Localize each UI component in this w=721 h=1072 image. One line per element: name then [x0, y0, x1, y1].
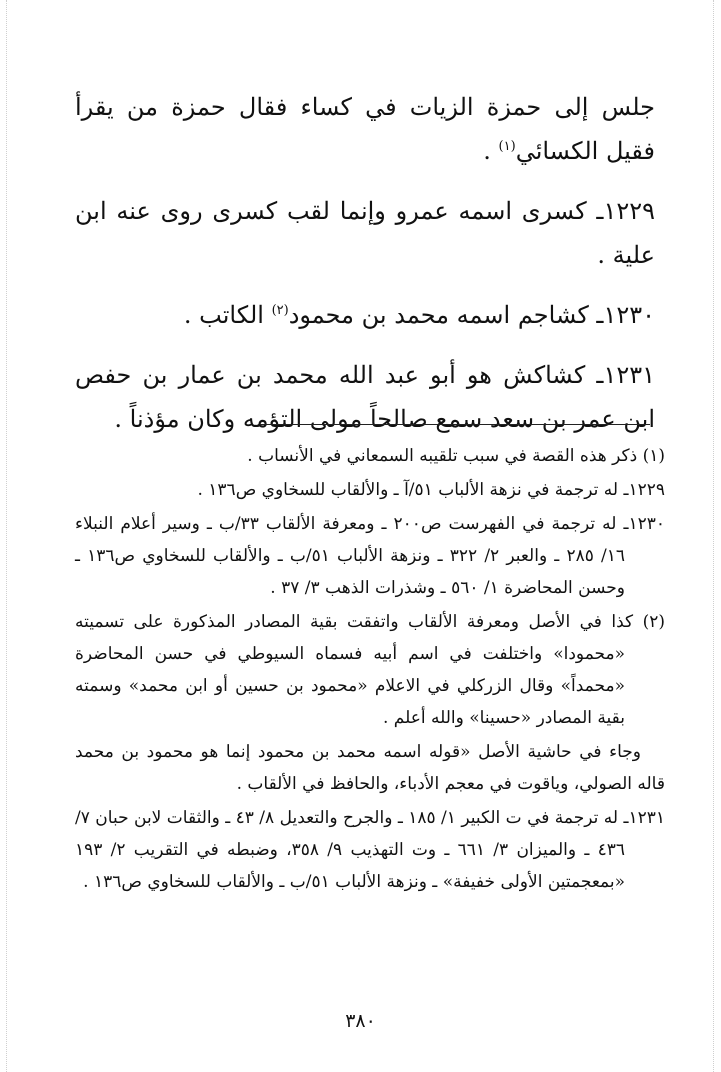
footnote-1: (١) ذكر هذه القصة في سبب تلقيبه السمعاني في الأنساب . — [247, 446, 665, 466]
entry-1230 — [75, 293, 655, 337]
footnote-2: (٢) كذا في الأصل ومعرفة الألقاب واتفقت بقية المصادر المذكورة على تسميته «محمودا» واختلفت في اسم أبيه فسماه السيوطي في حسن المحاضرة «محمداً» وقال الزركلي في الاعلام «محمود بن حسين أو ابن محمد» وسمته بقية المصادر «حسينا» والله أعلم . — [75, 612, 665, 728]
entry-text: جلس إلى حمزة الزيات في كساء فقال حمزة من يقرأ فقيل الكسائي — [75, 93, 656, 165]
main-text — [75, 85, 655, 457]
scan-edge-right — [713, 0, 715, 1072]
entry-text-tail: . — [483, 137, 499, 165]
footnote-2-continuation: وجاء في حاشية الأصل «قوله اسمه محمد بن محمود إنما هو محمود بن محمد قاله الصولي، وياقوت في معجم الأدباء، والحافظ في الألقاب . — [75, 742, 665, 794]
entry-1229 — [75, 189, 655, 277]
footnote-marker: (٢) — [271, 303, 289, 318]
footnote-1231: ١٢٣١ـ له ترجمة في ت الكبير ١/ ١٨٥ ـ والجرح والتعديل ٨/ ٤٣ ـ والثقات لابن حبان ٧/ ٤٣٦ ـ والميزان ٣/ ٦٦١ ـ وت التهذيب ٩/ ٣٥٨، وضبطه في التقريب ٢/ ١٩٣ «بمعجمتين الأولى خفيفة» ـ ونزهة الألباب ٥١/ب ـ والألقاب للسخاوي ص١٣٦ . — [75, 808, 665, 892]
footnote-separator — [260, 424, 650, 425]
entry-text: ١٢٢٩ـ كسرى اسمه عمرو وإنما لقب كسرى روى عنه ابن علية . — [75, 197, 655, 269]
footnote-marker: (١) — [498, 139, 516, 154]
entry-continuation — [75, 85, 655, 173]
page-number: ٣٨٠ — [345, 1010, 376, 1032]
entry-1231 — [75, 353, 655, 441]
scan-edge-left — [6, 0, 8, 1072]
footnotes — [75, 440, 665, 900]
footnote-1229: ١٢٢٩ـ له ترجمة في نزهة الألباب ٥١/آ ـ والألقاب للسخاوي ص١٣٦ . — [197, 480, 665, 500]
entry-text-tail: الكاتب . — [183, 301, 272, 329]
footnote-1230: ١٢٣٠ـ له ترجمة في الفهرست ص٢٠٠ ـ ومعرفة الألقاب ٣٣/ب ـ وسير أعلام النبلاء ١٦/ ٢٨٥ ـ والعبر ٢/ ٣٢٢ ـ ونزهة الألباب ٥١/ب ـ والألقاب للسخاوي ص١٣٦ ـ وحسن المحاضرة ١/ ٥٦٠ ـ وشذرات الذهب ٣/ ٣٧ . — [75, 514, 665, 598]
entry-text: ١٢٣٠ـ كشاجم اسمه محمد بن محمود — [288, 301, 655, 329]
entry-text: ١٢٣١ـ كشاكش هو أبو عبد الله محمد بن عمار بن حفص ابن عمر بن سعد سمع صالحاً مولى التؤمه وكان مؤذناً . — [75, 361, 655, 433]
